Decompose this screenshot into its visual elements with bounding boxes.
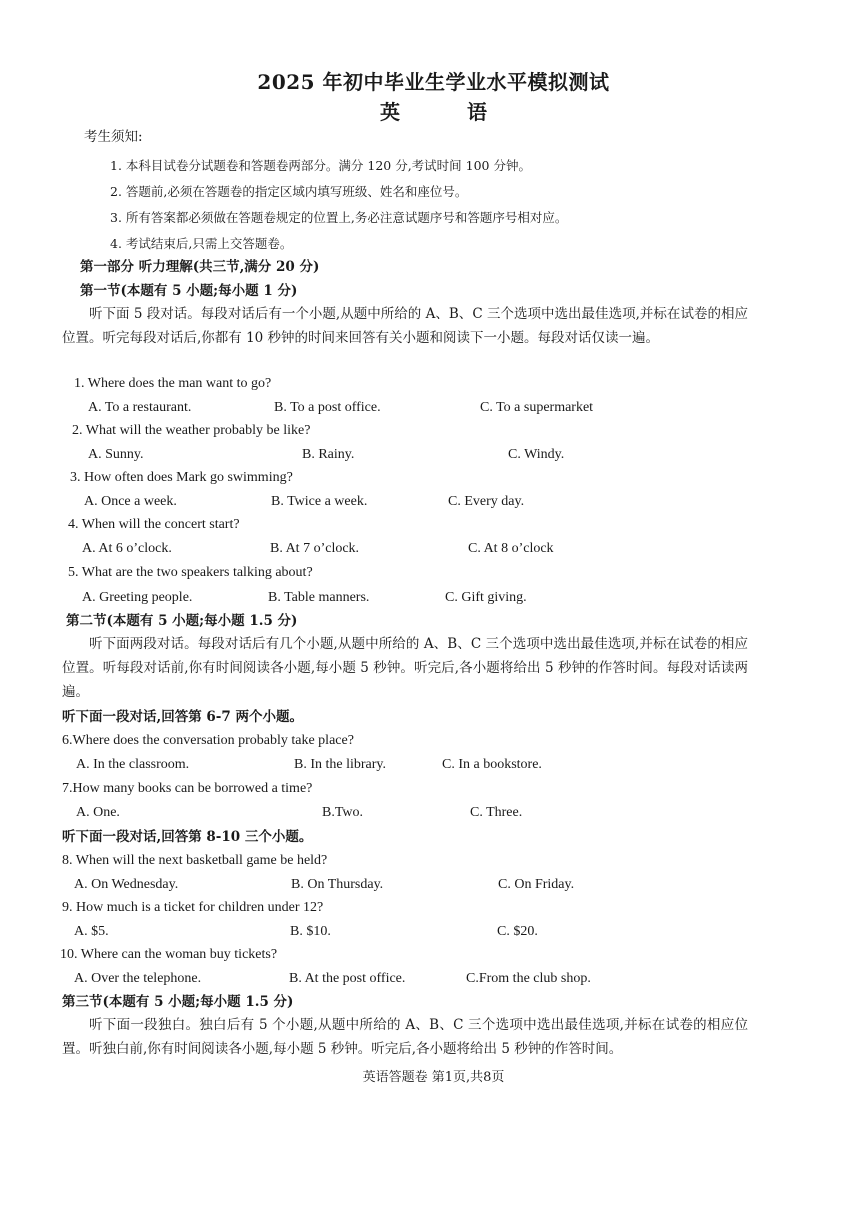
part-heading: 第一部分 听力理解(共三节,满分 20 分)	[80, 259, 320, 275]
notice-heading: 考生须知:	[84, 129, 143, 145]
option-c: C. Every day.	[448, 494, 525, 509]
option-c: C. Three.	[470, 805, 523, 820]
option-b: B. $10.	[290, 924, 331, 939]
option-b: B. To a post office.	[274, 400, 381, 415]
question-stem: 3. How often does Mark go swimming?	[70, 470, 293, 485]
option-c: C. At 8 o’clock	[468, 541, 554, 556]
option-c: C. $20.	[497, 924, 538, 939]
section-instructions: 听下面 5 段对话。每段对话后有一个小题,从题中所给的 A、B、C 三个选项中选出最佳选项,并标在试卷的相应位置。听完每段对话后,你都有 10 秒钟的时间来回答有关小题和阅读下一小题。每段对话仅读一遍。	[62, 306, 748, 346]
section-heading: 第三节(本题有 5 小题;每小题 1.5 分)	[62, 994, 294, 1010]
option-a: A. Sunny.	[88, 447, 144, 462]
section-heading: 第二节(本题有 5 小题;每小题 1.5 分)	[66, 613, 298, 629]
option-c: C. Gift giving.	[445, 590, 527, 605]
option-a: A. In the classroom.	[76, 757, 190, 772]
option-b: B. On Thursday.	[291, 877, 384, 892]
section-heading: 第一节(本题有 5 小题;每小题 1 分)	[80, 283, 298, 299]
notice-item: 2. 答题前,必须在答题卷的指定区域内填写班级、姓名和座位号。	[110, 184, 468, 199]
question-stem: 5. What are the two speakers talking about?	[68, 565, 313, 580]
dialog-instruction: 听下面一段对话,回答第 8-10 三个小题。	[62, 829, 313, 845]
option-b: B. Twice a week.	[271, 494, 368, 509]
option-b: B. Rainy.	[302, 447, 355, 462]
option-a: A. Over the telephone.	[74, 971, 202, 986]
notice-item: 1. 本科目试卷分试题卷和答题卷两部分。满分 120 分,考试时间 100 分钟。	[110, 158, 531, 173]
question-stem: 9. How much is a ticket for children under 12?	[62, 900, 324, 915]
section-instructions: 听下面一段独白。独白后有 5 个小题,从题中所给的 A、B、C 三个选项中选出最佳选项,并标在试卷的相应位置。听独白前,你有时间阅读各小题,每小题 5 秒钟。听完后,各小题将给出 5 秒钟的作答时间。	[62, 1017, 748, 1057]
option-c: C. In a bookstore.	[442, 757, 542, 772]
exam-title: 2025 年初中毕业生学业水平模拟测试	[257, 70, 610, 94]
subject-title: 英 语	[380, 100, 517, 124]
dialog-instruction: 听下面一段对话,回答第 6-7 两个小题。	[62, 709, 303, 725]
question-stem: 8. When will the next basketball game be held?	[62, 853, 328, 868]
question-stem: 1. Where does the man want to go?	[74, 376, 272, 391]
option-a: A. On Wednesday.	[74, 877, 179, 892]
option-b: B. In the library.	[294, 757, 387, 772]
option-b: B. At 7 o’clock.	[270, 541, 360, 556]
question-stem: 7.How many books can be borrowed a time?	[62, 781, 313, 796]
option-b: B.Two.	[322, 805, 364, 820]
option-a: A. To a restaurant.	[88, 400, 192, 415]
option-a: A. At 6 o’clock.	[82, 541, 172, 556]
option-c: C.From the club shop.	[466, 971, 591, 986]
question-stem: 6.Where does the conversation probably take place?	[62, 733, 354, 748]
option-c: C. To a supermarket	[480, 400, 594, 415]
section-instructions: 听下面两段对话。每段对话后有几个小题,从题中所给的 A、B、C 三个选项中选出最佳选项,并标在试卷的相应位置。听每段对话前,你有时间阅读各小题,每小题 5 秒钟。听完后,各小题将给出 5 秒钟的作答时间。每段对话读两遍。	[62, 636, 748, 700]
notice-item: 3. 所有答案都必须做在答题卷规定的位置上,务必注意试题序号和答题序号相对应。	[110, 210, 568, 225]
question-stem: 2. What will the weather probably be like?	[72, 423, 311, 438]
option-c: C. Windy.	[508, 447, 565, 462]
option-a: A. Once a week.	[84, 494, 177, 509]
question-stem: 10. Where can the woman buy tickets?	[60, 947, 278, 962]
option-a: A. $5.	[74, 924, 109, 939]
option-c: C. On Friday.	[498, 877, 575, 892]
question-stem: 4. When will the concert start?	[68, 517, 240, 532]
option-b: B. At the post office.	[289, 971, 406, 986]
page-footer: 英语答题卷 第1页,共8页	[362, 1070, 505, 1085]
option-b: B. Table manners.	[268, 590, 370, 605]
option-a: A. Greeting people.	[82, 590, 193, 605]
option-a: A. One.	[76, 805, 120, 820]
notice-item: 4. 考试结束后,只需上交答题卷。	[110, 236, 293, 251]
